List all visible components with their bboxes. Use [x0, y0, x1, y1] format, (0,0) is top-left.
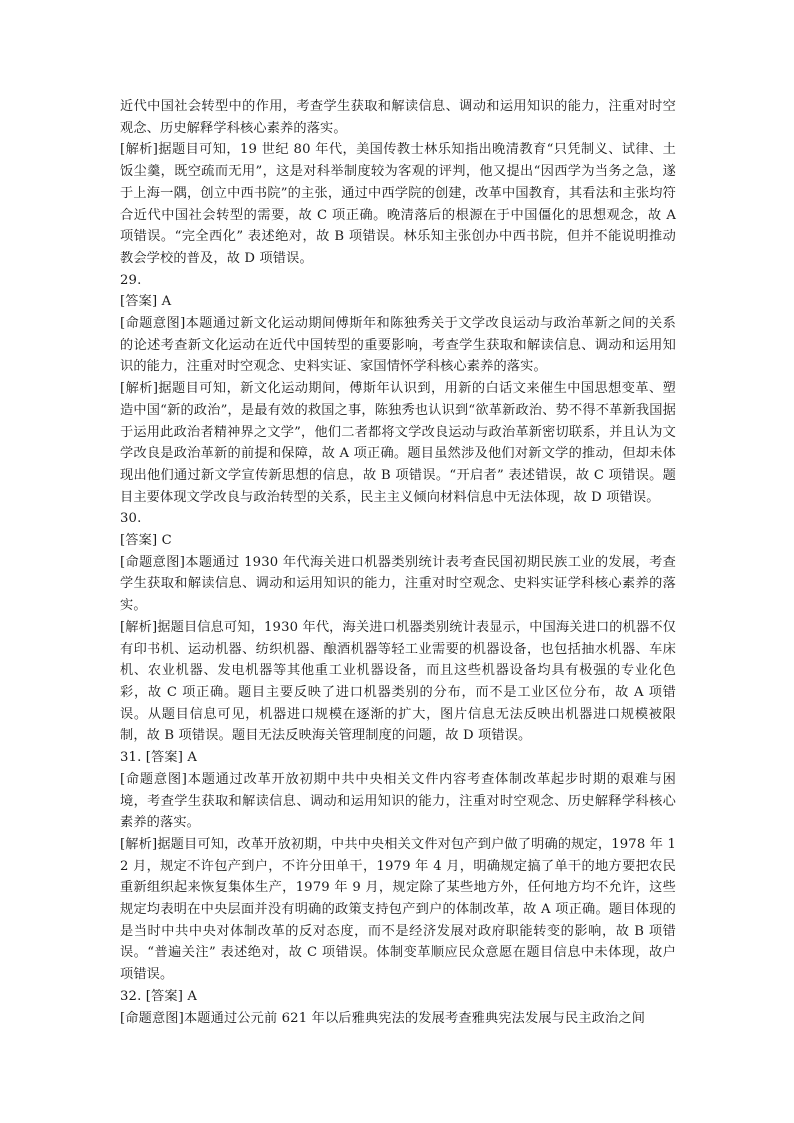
answer-30: [答案] C [120, 533, 172, 549]
answer-32: 32. [答案] A [120, 988, 198, 1004]
answer-29: [答案] A [120, 294, 172, 310]
paragraph-analysis-28: [解析]据题目可知，19 世纪 80 年代，美国传教士林乐知指出晚清教育“只凭制义、试律、土饭尘羹，既空疏而无用”，这是对科举制度较为客观的评判，他又提出“因西学为当务之急，遂于上海一隅，创立中西书院”的主张，通过中西学院的创建，改革中国教育，其看法和主张均符合近代中国社会转型的需要，故 C 项正确。晚清落后的根源在于中国僵化的思想观念，故 A 项错误。“完全西化” 表述绝对，故 B 项错误。林乐知主张创办中西书院，但并不能说明推动教会学校的普及，故 D 项错误。 [120, 142, 676, 266]
analysis-31: [解析]据题目可知，改革开放初期，中共中央相关文件对包产到户做了明确的规定，1978 年 12 月，规定不许包产到户，不许分田单干，1979 年 4 月，明确规定搞了单干的地方要把农民重新组织起来恢复集体生产，1979 年 9 月，规定除了某些地方外，任何地方均不允许，这些规定均表明在中央层面并没有明确的政策支持包产到户的体制改革，故 A 项正确。题目体现的是当时中共中央对体制改革的反对态度，而不是经济发展对政府职能转变的影响，故 B 项错误。“普遍关注” 表述绝对，故 C 项错误。体制变革顺应民众意愿在题目信息中未体现，故户项错误。 [120, 836, 676, 983]
paragraph-intro-continuation: 近代中国社会转型中的作用，考查学生获取和解读信息、调动和运用知识的能力，注重对时空观念、历史解释学科核心素养的落实。 [120, 99, 676, 136]
answer-31: 31. [答案] A [120, 750, 198, 766]
question-number-29: 29. [120, 272, 142, 288]
intent-30: [命题意图]本题通过 1930 年代海关进口机器类别统计表考查民国初期民族工业的发展，考查学生获取和解读信息、调动和运用知识的能力，注重对时空观念、史料实证学科核心素养的落实。 [120, 554, 676, 614]
question-number-30: 30. [120, 511, 142, 527]
intent-32: [命题意图]本题通过公元前 621 年以后雅典宪法的发展考查雅典宪法发展与民主政治之间 [120, 1010, 646, 1026]
analysis-29: [解析]据题目可知，新文化运动期间，傅斯年认识到，用新的白话文来催生中国思想变革、塑造中国“新的政治”，是最有效的救国之事，陈独秀也认识到“欲革新政治、势不得不革新我国据于运用此政治者精神界之文学”，他们二者都将文学改良运动与政治革新密切联系，并且认为文学改良是政治革新的前提和保障，故 A 项正确。题目虽然涉及他们对新文学的推动，但却未体现出他们通过新文学宣传新思想的信息，故 B 项错误。“开启者” 表述错误，故 C 项错误。题目主要体现文学改良与政治转型的关系，民主主义倾向材料信息中无法体现，故 D 项错误。 [120, 381, 676, 505]
analysis-30: [解析]据题目信息可知，1930 年代，海关进口机器类别统计表显示，中国海关进口的机器不仅有印书机、运动机器、纺织机器、酿酒机器等轻工业需要的机器设备，也包括抽水机器、车床机、农业机器、发电机器等其他重工业机器设备，而且这些机器设备均具有极强的专业化色彩，故 C 项正确。题目主要反映了进口机器类别的分布，而不是工业区位分布，故 A 项错误。从题目信息可见，机器进口规模在逐渐的扩大，图片信息无法反映出机器进口规模被限制，故 B 项错误。题目无法反映海关管理制度的问题，故 D 项错误。 [120, 619, 676, 744]
document-page [120, 96, 676, 1029]
intent-29: [命题意图]本题通过新文化运动期间傅斯年和陈独秀关于文学改良运动与政治革新之间的关系的论述考查新文化运动在近代中国转型的重要影响，考查学生获取和解读信息、调动和运用知识的能力，注重对时空观念、史料实证、家国情怀学科核心素养的落实。 [120, 316, 676, 375]
intent-31: [命题意图]本题通过改革开放初期中共中央相关文件内容考查体制改革起步时期的艰难与困境，考查学生获取和解读信息、调动和运用知识的能力，注重对时空观念、历史解释学科核心素养的落实。 [120, 771, 676, 831]
